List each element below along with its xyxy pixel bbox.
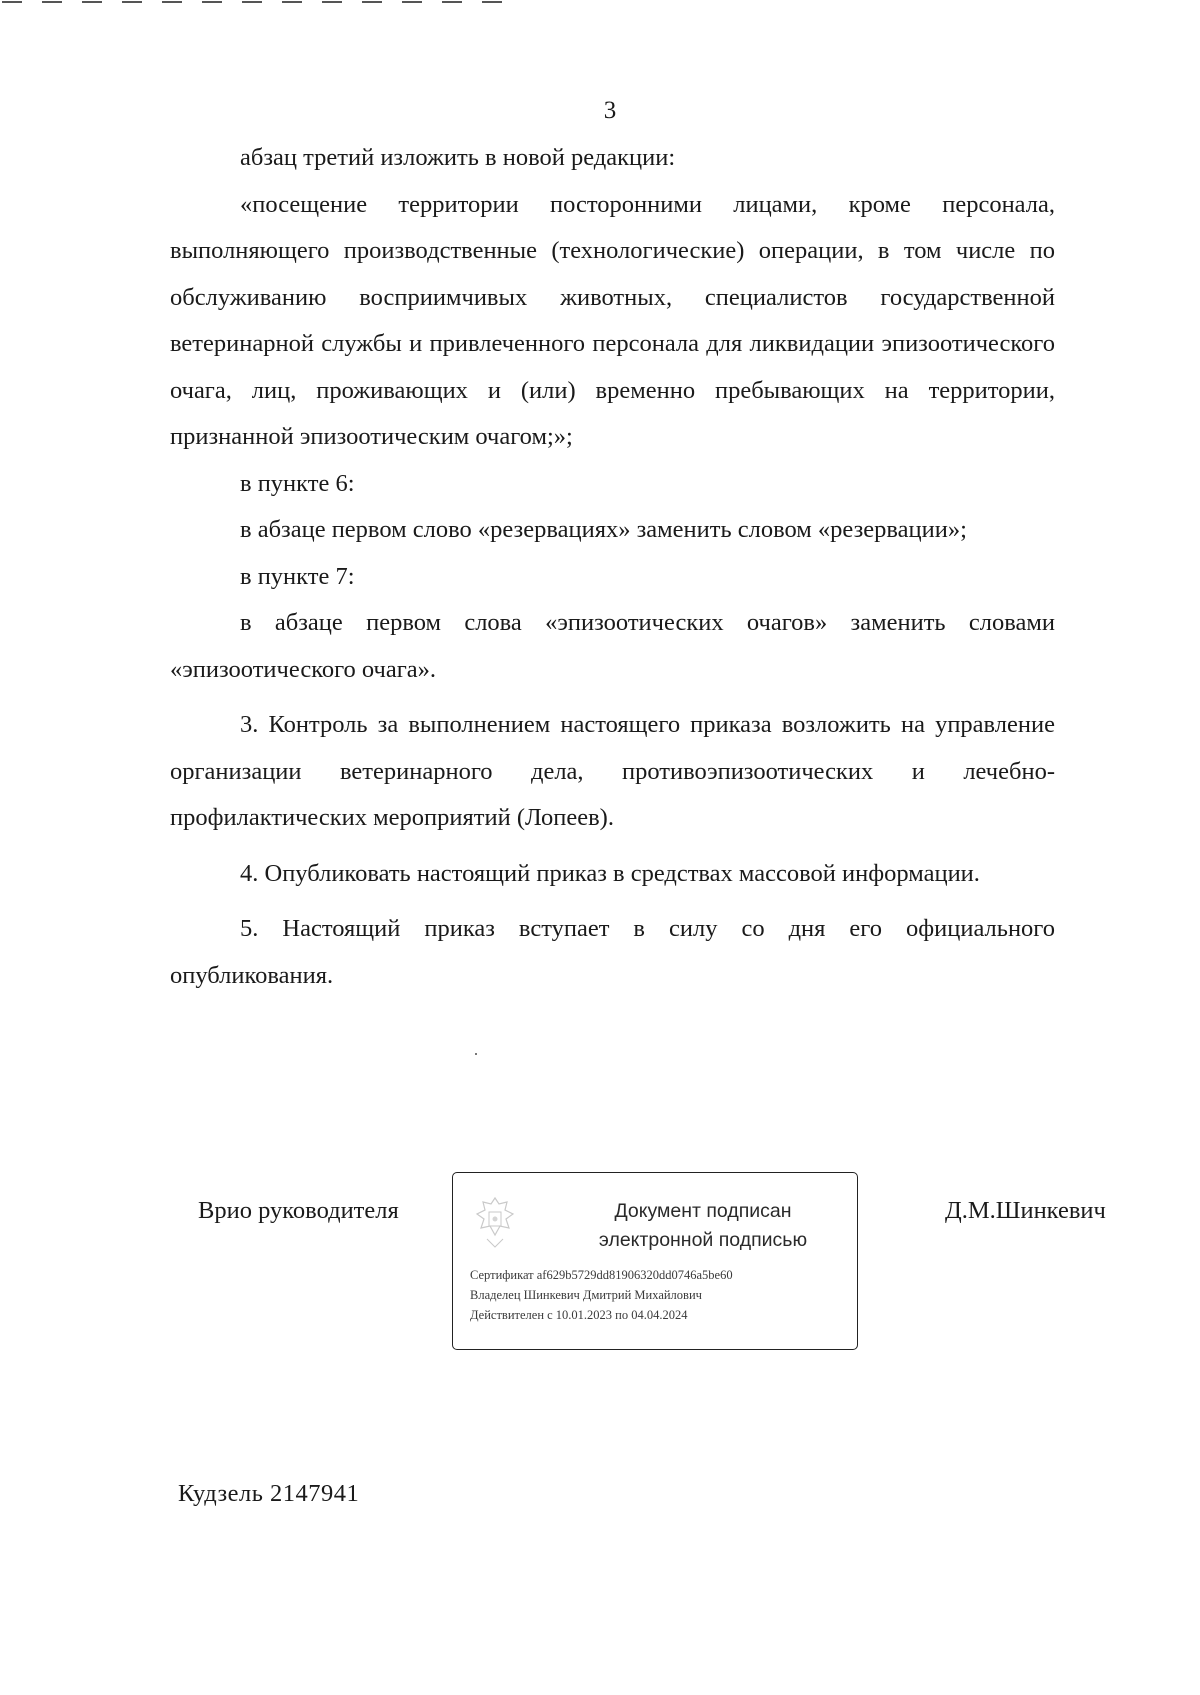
page-number: 3 <box>603 97 617 124</box>
paragraph-7: 3. Контроль за выполнением настоящего приказа возложить на управление организации ветеринарного дела, противоэпизоотических и лечебно-профилактических мероприятий (Лопеев). <box>170 711 1055 831</box>
stamp-heading <box>558 1197 848 1255</box>
stamp-owner: Владелец Шинкевич Дмитрий Михайлович <box>470 1288 702 1302</box>
signatory-position: Врио руководителя <box>198 1197 399 1224</box>
stamp-validity: Действителен с 10.01.2023 по 04.04.2024 <box>470 1308 688 1322</box>
stamp-title-line-1: Документ подписан <box>614 1200 792 1222</box>
signatory-name: Д.М.Шинкевич <box>945 1197 1106 1224</box>
stamp-certificate: Сертификат af629b5729dd81906320dd0746a5be60 <box>470 1268 733 1282</box>
scan-speck <box>475 1053 477 1055</box>
paragraph-8: 4. Опубликовать настоящий приказ в средствах массовой информации. <box>240 859 980 887</box>
paragraph-3: в пункте 6: <box>240 469 355 497</box>
document-body <box>170 135 1055 999</box>
stamp-title-line-2: электронной подписью <box>598 1229 808 1251</box>
scan-edge-marks <box>0 0 562 6</box>
paragraph-6: в абзаце первом слова «эпизоотических очагов» заменить словами «эпизоотического очага». <box>170 609 1055 683</box>
electronic-signature-stamp <box>452 1172 858 1350</box>
paragraph-1: абзац третий изложить в новой редакции: <box>240 144 676 171</box>
executor-info: Кудзель 2147941 <box>178 1480 360 1507</box>
paragraph-4: в абзаце первом слово «резервациях» заменить словом «резервации»; <box>240 516 967 543</box>
paragraph-9: 5. Настоящий приказ вступает в силу со дня его официального опубликования. <box>170 915 1055 989</box>
paragraph-5: в пункте 7: <box>240 562 355 590</box>
coat-of-arms-icon <box>473 1195 517 1251</box>
paragraph-2: «посещение территории посторонними лицами, кроме персонала, выполняющего производственные (технологические) операции, в том числе по обслуживанию восприимчивых животных, специалистов государственной ветеринарной службы и привлеченного персонала для ликвидации эпизоотического очага, лиц, проживающих и (или) временно пребывающих на территории, признанной эпизоотическим очагом;»; <box>170 190 1055 450</box>
stamp-details <box>470 1265 733 1325</box>
